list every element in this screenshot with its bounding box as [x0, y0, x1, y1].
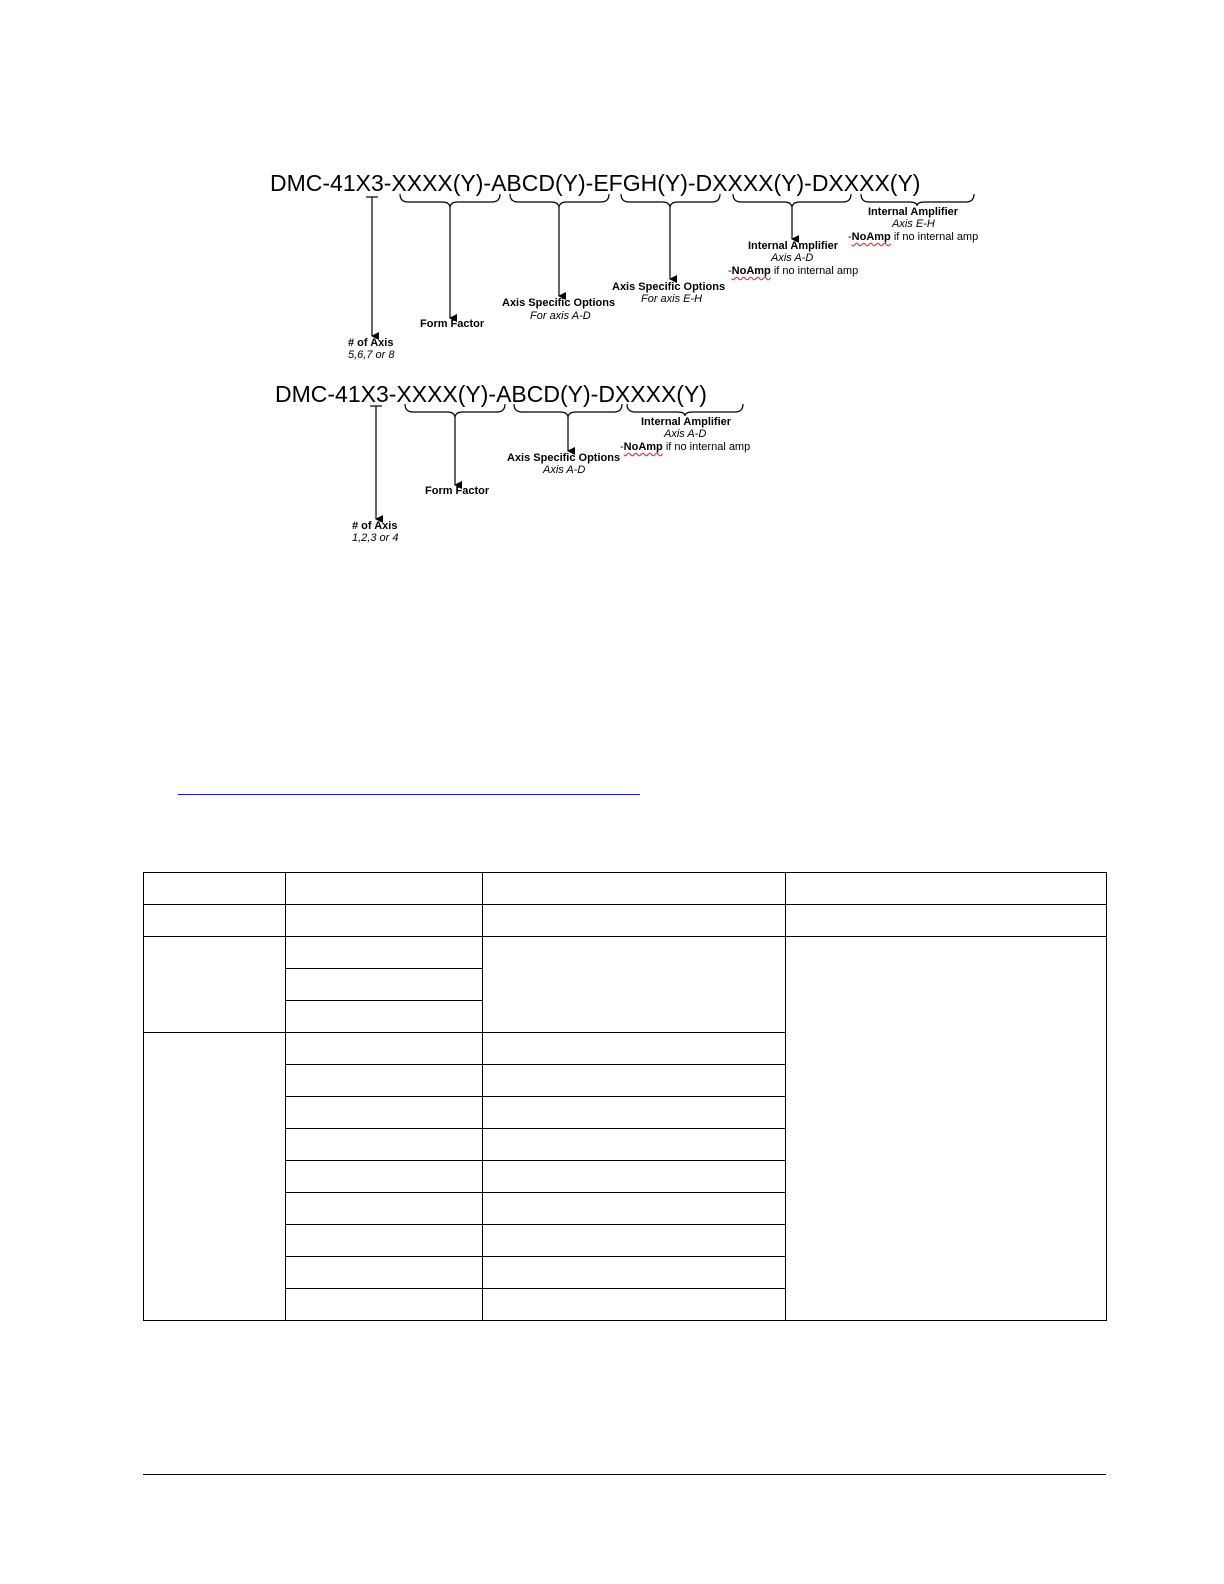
amp-eh-note-text: if no internal amp	[890, 231, 979, 243]
brace-amp-ad	[733, 194, 851, 208]
table-row	[144, 905, 1107, 937]
brace-axis-opts-ad	[510, 194, 609, 208]
form-factor2-label: Form Factor	[425, 485, 490, 497]
amp-eh-label: Internal Amplifier	[868, 206, 959, 218]
table-cell	[483, 1129, 786, 1161]
amp2-sub: Axis A-D	[664, 428, 707, 440]
table-cell	[483, 1225, 786, 1257]
axis-opts-ad-sub: For axis A-D	[530, 310, 591, 322]
noamp-term: NoAmp	[623, 441, 663, 453]
table-cell	[286, 1161, 483, 1193]
table-cell	[286, 905, 483, 937]
table-cell	[483, 873, 786, 905]
brace-amp-eh	[861, 194, 974, 206]
table-cell	[786, 873, 1107, 905]
table-cell	[483, 1193, 786, 1225]
table-cell	[483, 1065, 786, 1097]
table-cell	[286, 1097, 483, 1129]
table-cell	[786, 905, 1107, 937]
amp-eh-sub: Axis E-H	[892, 218, 935, 230]
brace-axis-opts-eh	[621, 194, 720, 208]
table-cell	[286, 1193, 483, 1225]
table-cell	[483, 905, 786, 937]
axis-opts2-sub: Axis A-D	[543, 464, 586, 476]
table-cell	[286, 937, 483, 969]
table-cell	[144, 873, 286, 905]
table-cell	[286, 1129, 483, 1161]
ordering-table	[143, 872, 1107, 1321]
num-axis2-values: 1,2,3 or 4	[352, 532, 399, 544]
amp2-note: -NoAmp if no internal amp	[620, 441, 751, 453]
table-cell	[286, 873, 483, 905]
axis-opts-eh-label: Axis Specific Options	[612, 281, 726, 293]
table-cell	[786, 937, 1107, 1321]
table-cell	[286, 1033, 483, 1065]
amp2-note-text: if no internal amp	[662, 441, 751, 453]
table-cell	[483, 1289, 786, 1321]
footer-divider	[143, 1474, 1106, 1475]
num-axis2-label: # of Axis	[352, 520, 398, 532]
form-factor-label: Form Factor	[420, 318, 485, 330]
table-cell	[286, 1225, 483, 1257]
table-cell	[286, 969, 483, 1001]
table-row	[144, 937, 1107, 969]
table-cell	[286, 1001, 483, 1033]
brace-form-factor	[400, 194, 500, 208]
table-cell	[483, 1257, 786, 1289]
table-cell	[286, 1289, 483, 1321]
part-number-8-axis: DMC-41X3-XXXX(Y)-ABCD(Y)-EFGH(Y)-DXXXX(Y)-DXXXX(Y)	[270, 170, 921, 196]
table-cell	[483, 1161, 786, 1193]
amp-ad-label: Internal Amplifier	[748, 240, 839, 252]
amp-ad-note-text: if no internal amp	[770, 265, 859, 277]
table-cell	[483, 937, 786, 1033]
table-cell	[286, 1065, 483, 1097]
amp-ad-note: -NoAmp if no internal amp	[728, 265, 859, 277]
part-number-4-axis: DMC-41X3-XXXX(Y)-ABCD(Y)-DXXXX(Y)	[275, 381, 707, 407]
hyperlink-underline[interactable]	[178, 794, 640, 795]
table-cell	[483, 1033, 786, 1065]
amp-ad-sub: Axis A-D	[771, 252, 814, 264]
table-cell	[483, 1097, 786, 1129]
axis-opts-eh-sub: For axis E-H	[641, 293, 703, 305]
amp-eh-note: -NoAmp if no internal amp	[848, 231, 979, 243]
axis-opts-ad-label: Axis Specific Options	[502, 297, 616, 309]
table-cell	[144, 937, 286, 1033]
amp2-label: Internal Amplifier	[641, 416, 732, 428]
noamp-term: NoAmp	[731, 265, 771, 277]
table-cell	[144, 905, 286, 937]
noamp-term: NoAmp	[851, 231, 891, 243]
axis-opts2-label: Axis Specific Options	[507, 452, 621, 464]
num-axis-label: # of Axis	[348, 337, 394, 349]
table-cell	[286, 1257, 483, 1289]
table-header-row	[144, 873, 1107, 905]
table-cell	[144, 1033, 286, 1321]
num-axis-values: 5,6,7 or 8	[348, 349, 395, 361]
